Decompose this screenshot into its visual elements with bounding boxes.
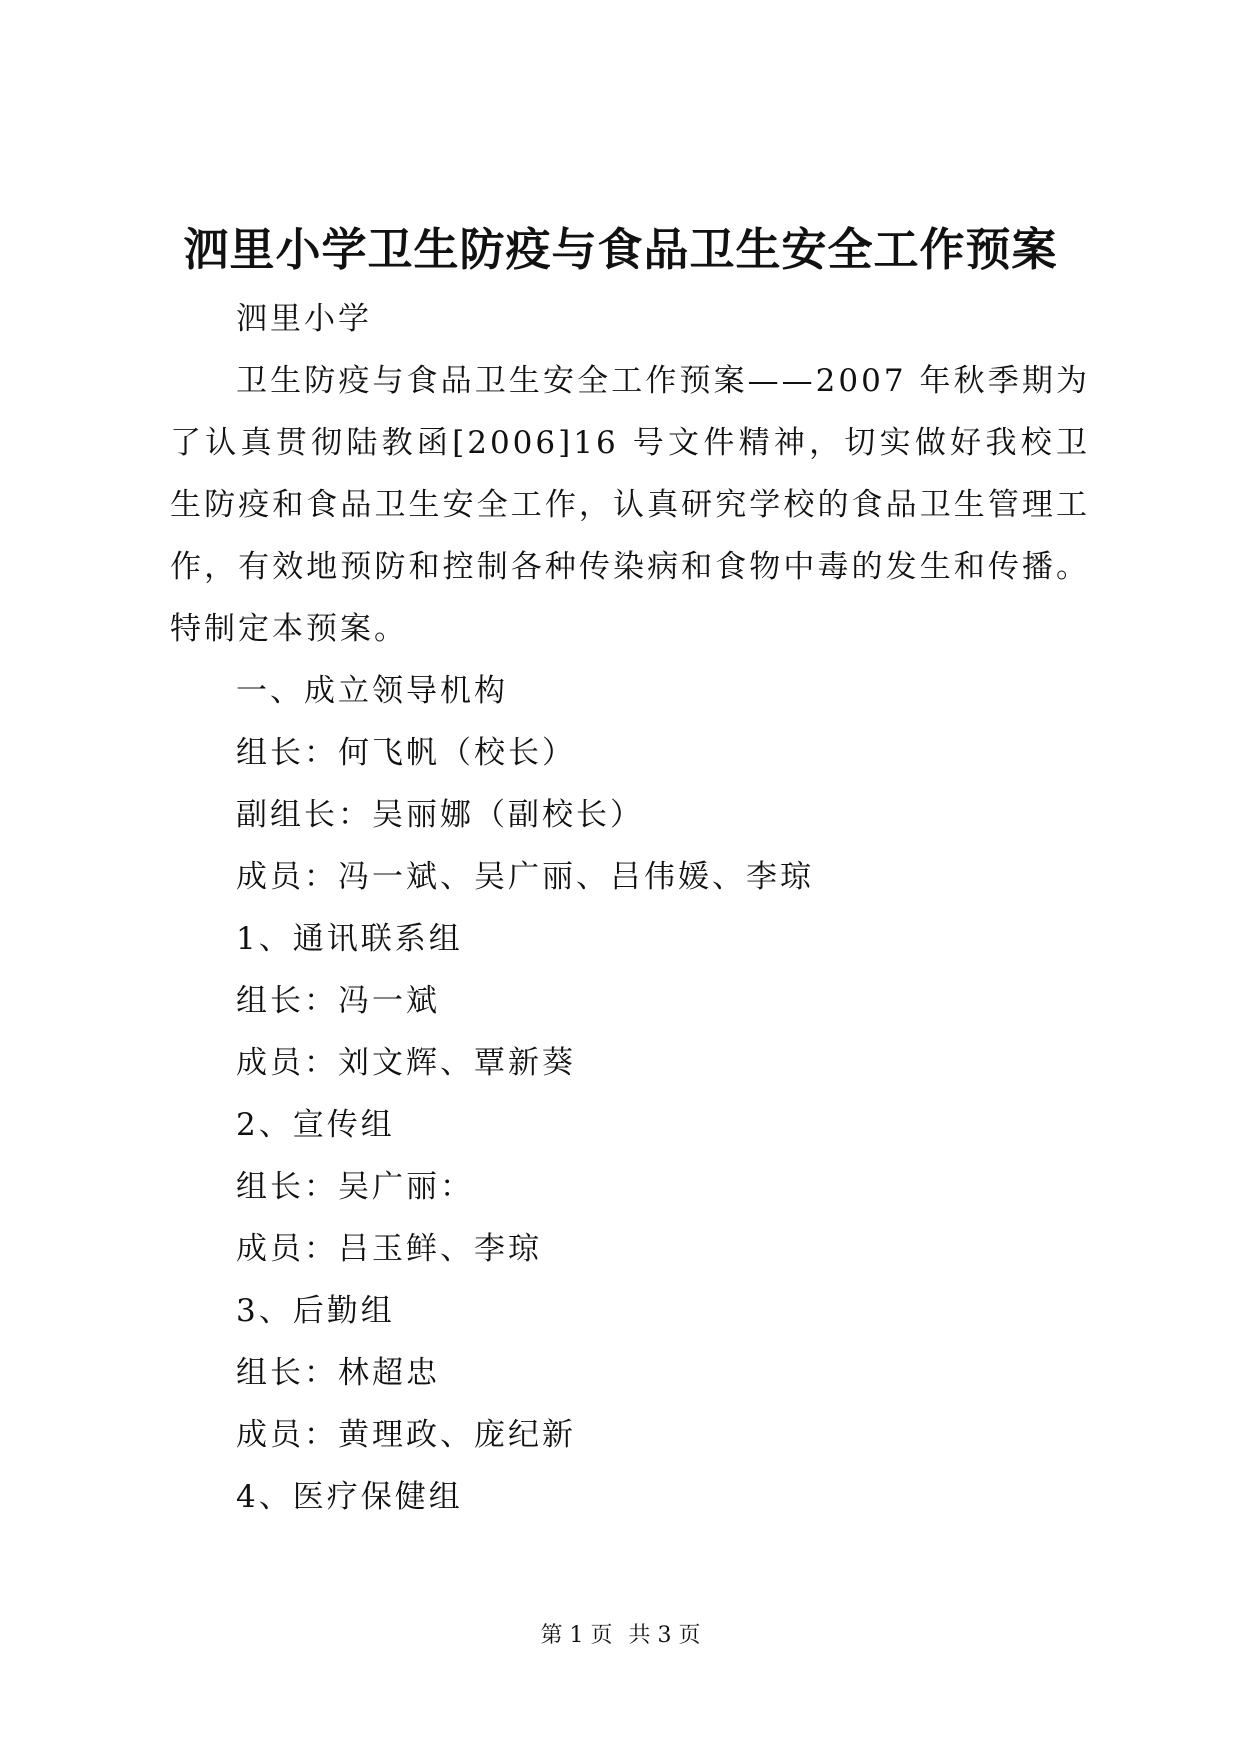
paragraph-communication-members: 成员：刘文辉、覃新葵 (236, 1045, 576, 1081)
document-title: 泗里小学卫生防疫与食品卫生安全工作预案 (183, 223, 1058, 276)
group-heading-publicity: 2、宣传组 (236, 1107, 395, 1143)
document-body (170, 288, 1090, 1528)
group-heading-logistics: 3、后勤组 (236, 1293, 395, 1329)
paragraph-intro: 卫生防疫与食品卫生安全工作预案——2007 年秋季期为了认真贯彻陆教函[2006]16 号文件精神，切实做好我校卫生防疫和食品卫生安全工作，认真研究学校的食品卫生管理工作，有效地预防和控制各种传染病和食物中毒的发生和传播。特制定本预案。 (170, 363, 1090, 647)
group-heading-medical: 4、医疗保健组 (236, 1479, 463, 1515)
page-total: 共 3 页 (628, 1623, 701, 1648)
paragraph-leader: 组长：何飞帆（校长） (236, 735, 576, 771)
paragraph-logistics-leader: 组长：林超忠 (236, 1355, 440, 1391)
page-footer (0, 1621, 1241, 1651)
paragraph-school-name: 泗里小学 (236, 301, 372, 337)
paragraph-communication-leader: 组长：冯一斌 (236, 983, 440, 1019)
paragraph-deputy-leader: 副组长：吴丽娜（副校长） (236, 797, 644, 833)
group-heading-communication: 1、通讯联系组 (236, 921, 463, 957)
paragraph-logistics-members: 成员：黄理政、庞纪新 (236, 1417, 576, 1453)
paragraph-publicity-members: 成员：吕玉鲜、李琼 (236, 1231, 542, 1267)
paragraph-publicity-leader: 组长：吴广丽： (236, 1169, 474, 1205)
page-number: 第 1 页 (540, 1623, 613, 1648)
paragraph-members: 成员：冯一斌、吴广丽、吕伟媛、李琼 (236, 859, 814, 895)
section-heading-leadership: 一、成立领导机构 (236, 673, 508, 709)
